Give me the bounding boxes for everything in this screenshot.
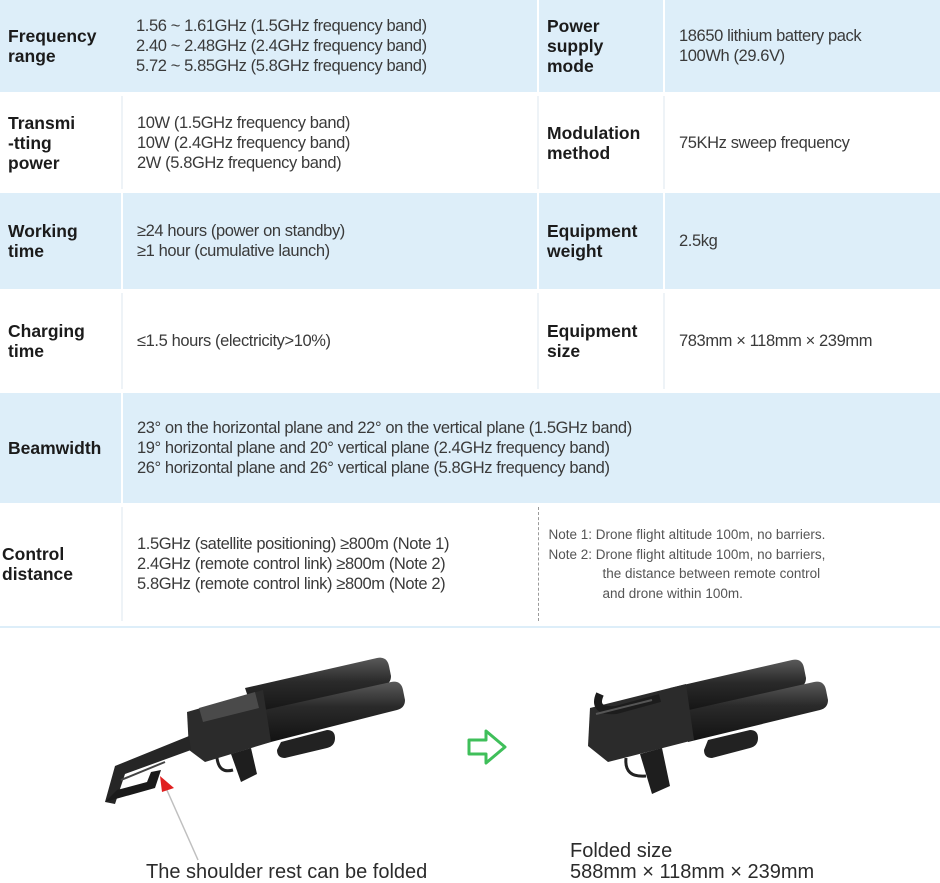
note-1: Note 1: Drone flight altitude 100m, no barriers. [549, 525, 940, 545]
modulation-label: Modulation method [538, 96, 664, 189]
pointer-arrow-icon [150, 772, 210, 862]
frequency-value: 1.56 ~ 1.61GHz (1.5GHz frequency band) 2.40 ~ 2.48GHz (2.4GHz frequency band) 5.72 ~ 5.85GHz (5.8GHz frequency band) [122, 0, 538, 92]
power-supply-value: 18650 lithium battery pack 100Wh (29.6V) [664, 0, 940, 92]
arrow-right-icon [466, 728, 508, 766]
note-2-continuation: the distance between remote control [549, 564, 940, 584]
transmit-value: 10W (1.5GHz frequency band) 10W (2.4GHz frequency band) 2W (5.8GHz frequency band) [122, 96, 538, 189]
note-2: Note 2: Drone flight altitude 100m, no barriers, [549, 545, 940, 565]
working-label: Working time [0, 193, 122, 289]
note-2-continuation: and drone within 100m. [549, 584, 940, 604]
weight-value: 2.5kg [664, 193, 940, 289]
transmit-label: Transmi -tting power [0, 96, 122, 189]
shoulder-rest-caption: The shoulder rest can be folded [146, 861, 427, 883]
size-label: Equipment size [538, 293, 664, 389]
frequency-label: Frequency range [0, 0, 122, 92]
folded-size-title: Folded size [570, 840, 672, 862]
notes [538, 507, 940, 621]
size-value: 783mm × 118mm × 239mm [664, 293, 940, 389]
control-value: 1.5GHz (satellite positioning) ≥800m (Note 1) 2.4GHz (remote control link) ≥800m (Note 2) 5.8GHz (remote control link) ≥800m (Note 2) [122, 507, 538, 621]
beamwidth-value: 23° on the horizontal plane and 22° on the vertical plane (1.5GHz band) 19° horizontal plane and 20° vertical plane (2.4GHz frequency band) 26° horizontal plane and 26° vertical plane (5.8GHz frequency band) [122, 393, 940, 503]
modulation-value: 75KHz sweep frequency [664, 96, 940, 189]
working-value: ≥24 hours (power on standby) ≥1 hour (cumulative launch) [122, 193, 538, 289]
control-label: Control distance [0, 507, 122, 621]
table-row [0, 0, 940, 92]
table-row [0, 507, 940, 621]
jammer-unfolded-image [95, 650, 415, 820]
charging-value: ≤1.5 hours (electricity>10%) [122, 293, 538, 389]
divider [0, 626, 940, 628]
table-row [0, 393, 940, 503]
beamwidth-label: Beamwidth [0, 393, 122, 503]
folded-size-value: 588mm × 118mm × 239mm [570, 861, 814, 883]
table-row [0, 193, 940, 289]
table-row [0, 96, 940, 189]
power-supply-label: Power supply mode [538, 0, 664, 92]
weight-label: Equipment weight [538, 193, 664, 289]
jammer-folded-image [560, 654, 850, 804]
table-row [0, 293, 940, 389]
charging-label: Charging time [0, 293, 122, 389]
